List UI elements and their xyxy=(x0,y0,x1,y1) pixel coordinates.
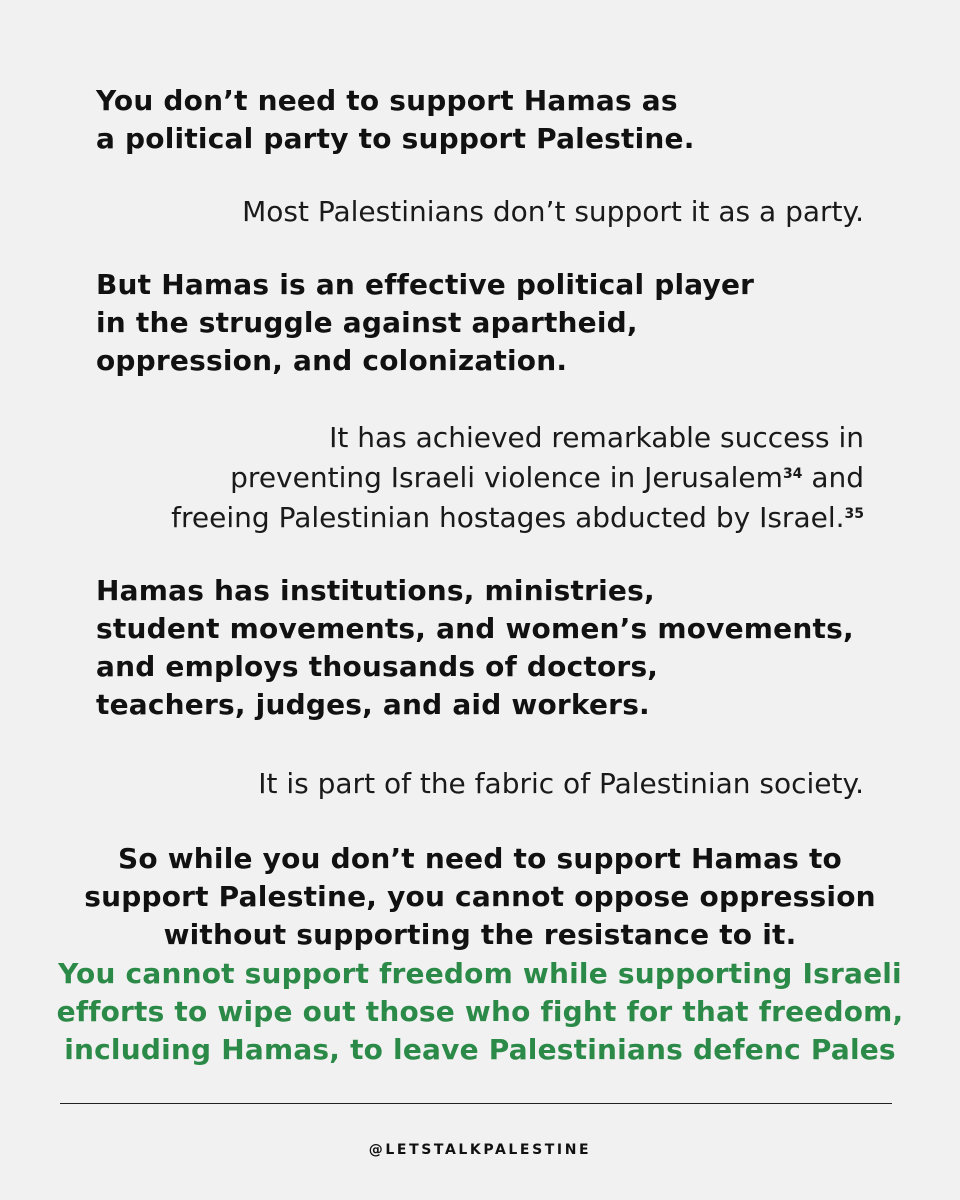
account-handle: @LETSTALKPALESTINE xyxy=(368,1142,592,1158)
statement-line: student movements, and women’s movements, xyxy=(96,612,854,645)
statement-line: oppression, and colonization. xyxy=(96,344,568,377)
footer-divider xyxy=(60,1103,892,1104)
highlight-block xyxy=(0,955,960,1069)
conclusion-block xyxy=(0,840,960,954)
response-text: preventing Israeli violence in Jerusalem xyxy=(230,461,783,494)
statement-line: But Hamas is an effective political player xyxy=(96,268,755,301)
statement-block-3 xyxy=(96,572,854,724)
response-line: It has achieved remarkable success in xyxy=(329,421,864,454)
conclusion-line: support Palestine, you cannot oppose oppression xyxy=(84,880,876,913)
statement-block-1 xyxy=(96,82,695,158)
highlight-line: You cannot support freedom while supporting Israeli xyxy=(58,957,902,990)
statement-line: Hamas has institutions, ministries, xyxy=(96,574,655,607)
conclusion-line: without supporting the resistance to it. xyxy=(163,918,797,951)
statement-line: You don’t need to support Hamas as xyxy=(96,84,678,117)
response-line-with-citation xyxy=(171,498,864,538)
statement-line: a political party to support Palestine. xyxy=(96,122,695,155)
response-block-3 xyxy=(258,764,864,804)
statement-line: in the struggle against apartheid, xyxy=(96,306,638,339)
response-line-with-citation xyxy=(171,458,864,498)
highlight-line: including Hamas, to leave Palestinians defenc Pales xyxy=(64,1033,896,1066)
response-text: and xyxy=(802,461,864,494)
response-text: freeing Palestinian hostages abducted by Israel. xyxy=(171,501,845,534)
conclusion-line: So while you don’t need to support Hamas to xyxy=(117,842,842,875)
citation-marker: 34 xyxy=(782,466,803,482)
statement-block-2 xyxy=(96,266,754,380)
statement-line: teachers, judges, and aid workers. xyxy=(96,688,650,721)
statement-line: and employs thousands of doctors, xyxy=(96,650,659,683)
citation-marker: 35 xyxy=(844,506,864,522)
response-line: It is part of the fabric of Palestinian society. xyxy=(258,767,864,800)
response-block-2 xyxy=(171,418,864,538)
response-block-1 xyxy=(242,192,864,232)
highlight-line: efforts to wipe out those who fight for that freedom, xyxy=(56,995,904,1028)
response-line: Most Palestinians don’t support it as a party. xyxy=(242,195,864,228)
